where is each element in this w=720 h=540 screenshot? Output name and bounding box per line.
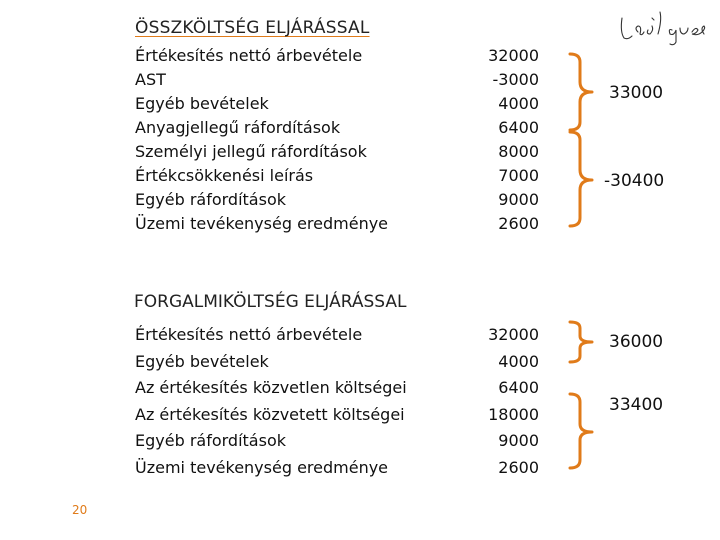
row-value: 7000 [498,166,539,185]
row-value: 8000 [498,142,539,161]
signature-logo [618,8,708,46]
row-value: 4000 [498,351,539,371]
slide-number: 20 [72,503,88,517]
row-value-result: 2600 [498,214,539,233]
section1-values [450,44,539,236]
row-value: 6400 [498,378,539,397]
brace-2b [568,392,608,472]
brace-1b [568,130,608,230]
row-label: Az értékesítés közvetlen költségei [135,378,407,397]
section2-values [450,322,539,481]
section2-labels [135,322,407,481]
brace-1a [568,52,608,132]
row-value: 18000 [488,404,539,424]
row-value: 6400 [498,118,539,137]
brace-2a [568,320,608,366]
row-value: 32000 [488,46,539,65]
row-label: Anyagjellegű ráfordítások [135,118,341,137]
section1-sum-bottom: -30400 [604,171,665,191]
section1-sum-top: 33000 [609,83,664,103]
row-label: Értékesítés nettó árbevétele [135,325,363,344]
row-value-result: 2600 [498,457,539,477]
section2-sum-top: 36000 [609,332,664,352]
row-value: 9000 [498,190,539,209]
row-label-result: Üzemi tevékenység eredménye [135,214,389,233]
row-label: Az értékesítés közvetett költségei [135,404,405,424]
row-label: AST [135,70,166,89]
row-label: Értékesítés nettó árbevétele [135,46,363,65]
section2-title: FORGALMIKÖLTSÉG ELJÁRÁSSAL [134,292,407,312]
row-value: 32000 [488,325,539,344]
row-label: Egyéb bevételek [135,94,269,113]
row-label: Egyéb bevételek [135,351,269,371]
section2-sum-bottom: 33400 [609,395,664,415]
section1-labels [135,44,388,236]
row-label: Személyi jellegű ráfordítások [135,142,367,161]
row-label: Értékcsökkenési leírás [135,166,314,185]
row-label: Egyéb ráfordítások [135,431,286,450]
row-value: -3000 [492,70,539,89]
row-value: 9000 [498,431,539,450]
row-label-result: Üzemi tevékenység eredménye [135,457,389,477]
row-value: 4000 [498,94,539,113]
section1-title: ÖSSZKÖLTSÉG ELJÁRÁSSAL [135,18,370,38]
row-label: Egyéb ráfordítások [135,190,286,209]
